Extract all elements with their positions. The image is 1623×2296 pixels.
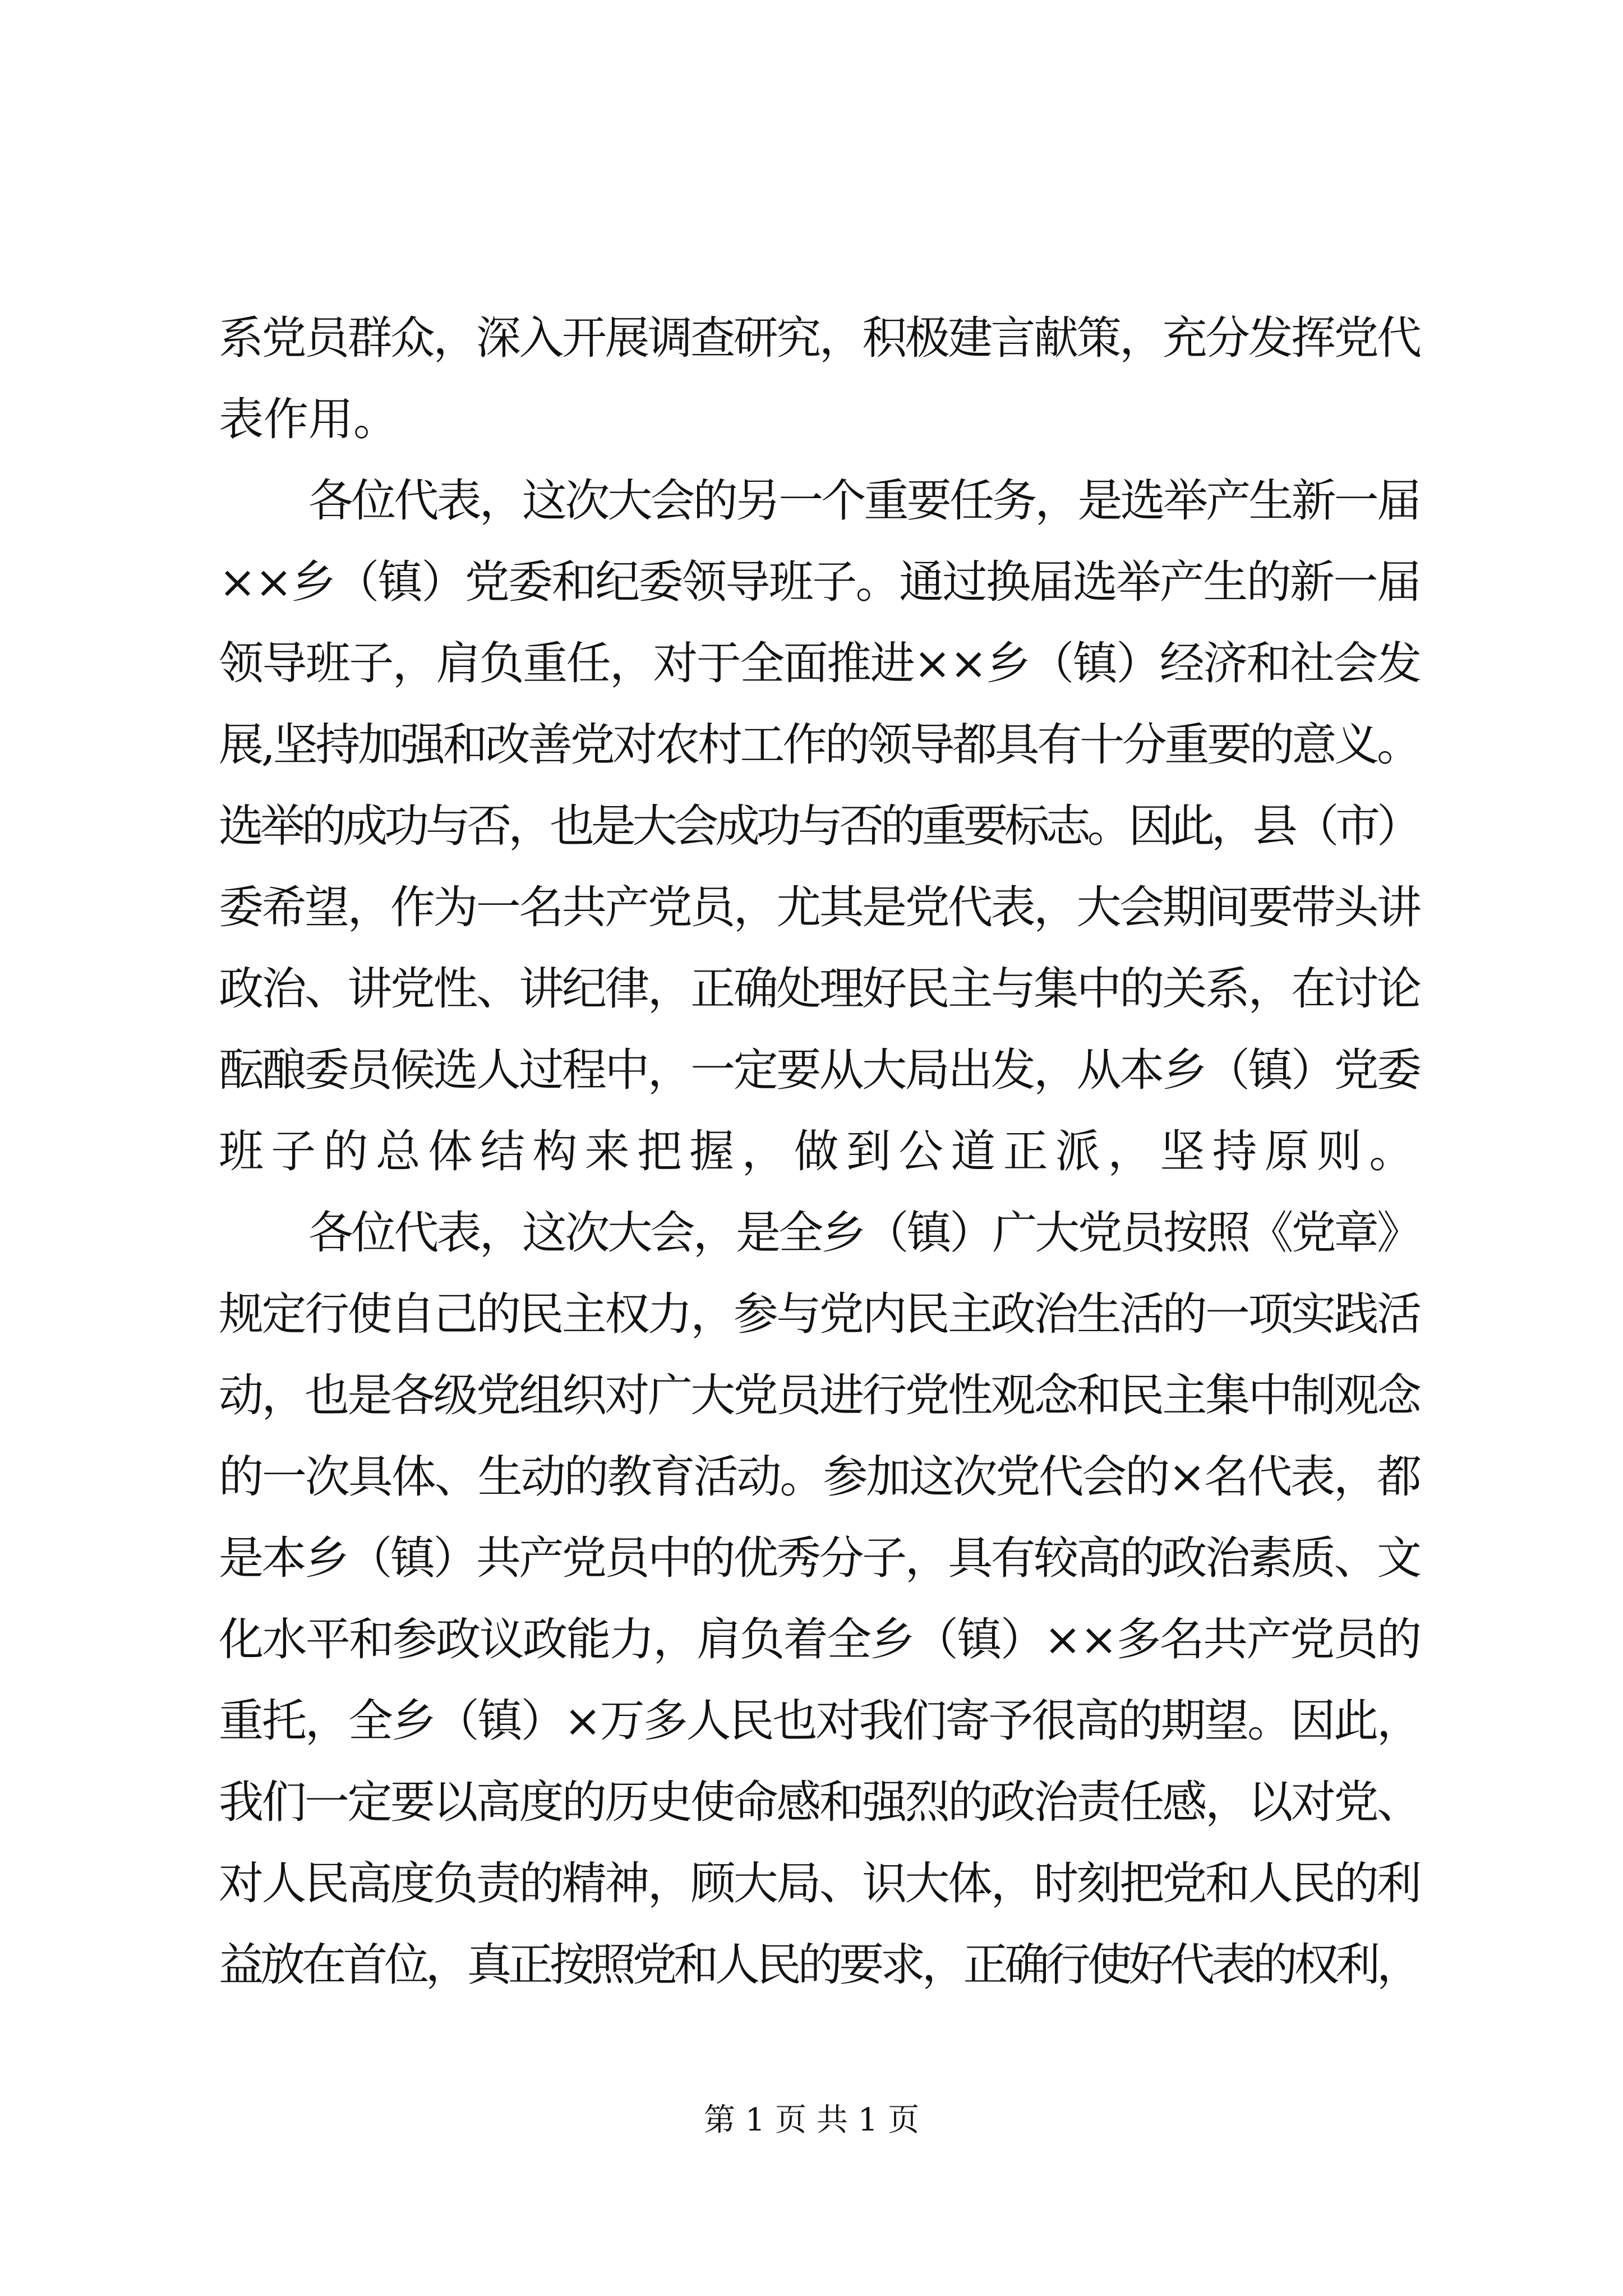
text-line: 班子的总体结构来把握，做到公道正派，坚持原则。 [219, 1125, 1422, 1177]
text-line: 选举的成功与否，也是大会成功与否的重要标志。因此，县（市） [219, 800, 1418, 852]
page-footer [0, 2098, 1623, 2143]
text-line: 我们一定要以高度的历史使命感和强烈的政治责任感，以对党、 [219, 1776, 1420, 1828]
text-line: 表作用。 [219, 393, 398, 445]
page-number-label: 第 1 页 共 1 页 [703, 2102, 920, 2138]
paragraph-start-line: 各位代表，这次大会的另一个重要任务，是选举产生新一届 [308, 475, 1420, 527]
text-line: 益放在首位，真正按照党和人民的要求，正确行使好代表的权利， [219, 1939, 1418, 1991]
text-line: 酝酿委员候选人过程中，一定要从大局出发，从本乡（镇）党委 [219, 1044, 1420, 1096]
document-body [219, 297, 1422, 2005]
text-line: 规定行使自己的民主权力，参与党内民主政治生活的一项实践活 [219, 1288, 1420, 1340]
text-line: 化水平和参政议政能力，肩负着全乡（镇）××多名共产党员的 [219, 1613, 1421, 1665]
text-line: 对人民高度负责的精神，顾大局、识大体，时刻把党和人民的利 [219, 1857, 1420, 1910]
text-line: 领导班子，肩负重任，对于全面推进××乡（镇）经济和社会发 [219, 637, 1421, 689]
paragraph-start-line: 各位代表，这次大会，是全乡（镇）广大党员按照《党章》 [308, 1207, 1420, 1259]
text-line: 委希望，作为一名共产党员，尤其是党代表，大会期间要带头讲 [219, 881, 1420, 933]
text-line: 系党员群众，深入开展调查研究，积极建言献策，充分发挥党代 [219, 312, 1420, 364]
text-line: 动，也是各级党组织对广大党员进行党性观念和民主集中制观念 [219, 1369, 1420, 1421]
text-line: 的一次具体、生动的教育活动。参加这次党代会的×名代表，都 [219, 1451, 1420, 1503]
text-line: 重托，全乡（镇）×万多人民也对我们寄予很高的期望。因此， [219, 1695, 1420, 1747]
text-line: 展,坚持加强和改善党对农村工作的领导都具有十分重要的意义。 [219, 719, 1419, 771]
text-line: ××乡（镇）党委和纪委领导班子。通过换届选举产生的新一届 [219, 556, 1421, 608]
text-line: 是本乡（镇）共产党员中的优秀分子，具有较高的政治素质、文 [219, 1532, 1420, 1584]
text-line: 政治、讲党性、讲纪律，正确处理好民主与集中的关系，在讨论 [219, 963, 1420, 1015]
